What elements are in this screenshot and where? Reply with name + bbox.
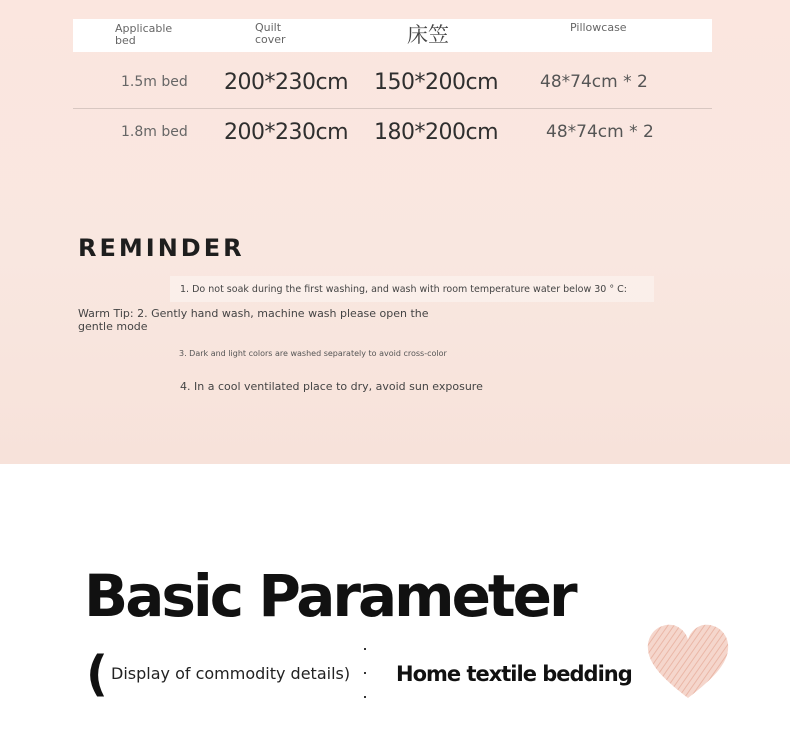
quilt-cover-cell: 200*230cm — [224, 70, 349, 95]
header-applicable-bed: Applicable bed — [115, 22, 173, 47]
table-row — [73, 110, 712, 158]
table-header — [73, 19, 712, 52]
reminder-tip-text: 1. Do not soak during the first washing, and wash with room temperature water below 30 ° C: — [180, 284, 627, 295]
reminder-tip: Warm Tip: 2. Gently hand wash, machine wash please open the gentle mode — [78, 307, 429, 333]
table-row — [73, 60, 712, 109]
pillowcase-cell: 48*74cm * 2 — [546, 122, 654, 142]
category-label: Home textile bedding — [396, 662, 632, 686]
quilt-cover-cell: 200*230cm — [224, 120, 349, 145]
header-quilt-cover: Quilt cover — [255, 21, 286, 46]
reminder-tip: 4. In a cool ventilated place to dry, avoid sun exposure — [180, 380, 483, 393]
heart-icon — [642, 618, 734, 704]
open-parenthesis: ( — [86, 646, 108, 702]
reminder-title: REMINDER — [78, 234, 245, 262]
pillowcase-cell: 48*74cm * 2 — [540, 72, 648, 92]
reminder-tip — [170, 276, 654, 302]
basic-parameter-title: Basic Parameter — [84, 562, 575, 630]
reminder-tip: 3. Dark and light colors are washed separately to avoid cross-color — [179, 349, 447, 358]
bed-size-cell: 1.8m bed — [121, 124, 188, 140]
fitted-sheet-cell: 180*200cm — [374, 120, 499, 145]
commodity-details-subtitle: Display of commodity details) — [111, 664, 351, 683]
header-fitted-sheet: 床笠 — [407, 23, 449, 47]
header-pillowcase: Pillowcase — [570, 21, 627, 34]
fitted-sheet-cell: 150*200cm — [374, 70, 499, 95]
separator-mark — [364, 648, 366, 698]
bed-size-cell: 1.5m bed — [121, 74, 188, 90]
